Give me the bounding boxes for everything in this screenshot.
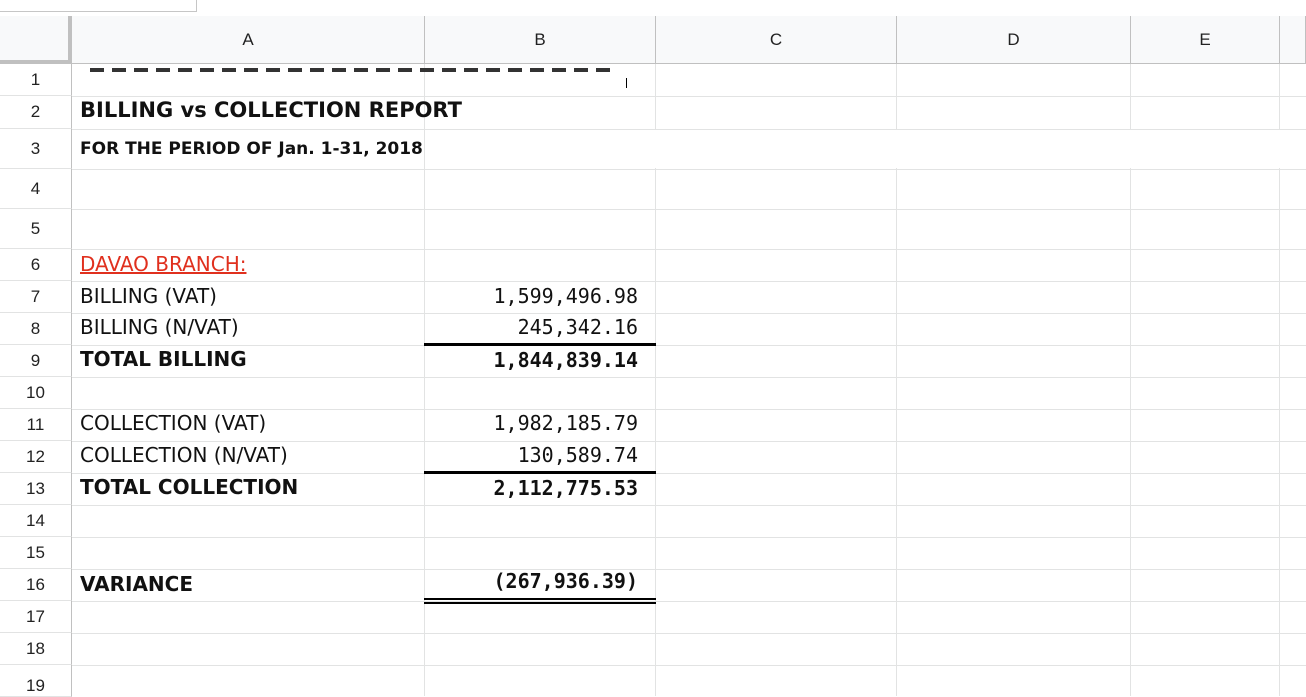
column-header-a[interactable]: A bbox=[72, 16, 425, 64]
row-header-7[interactable]: 7 bbox=[0, 281, 72, 313]
branch-heading: DAVAO BRANCH: bbox=[80, 252, 247, 276]
total-billing-label: TOTAL BILLING bbox=[80, 347, 247, 371]
row-header-13[interactable]: 13 bbox=[0, 473, 72, 505]
row-header-10[interactable]: 10 bbox=[0, 377, 72, 409]
row-header-16[interactable]: 16 bbox=[0, 569, 72, 601]
total-billing-rule bbox=[424, 343, 656, 346]
billing-vat-label: BILLING (VAT) bbox=[80, 284, 217, 308]
column-header-d[interactable]: D bbox=[897, 16, 1131, 64]
total-billing-value: 1,844,839.14 bbox=[493, 348, 638, 372]
row-header-9[interactable]: 9 bbox=[0, 345, 72, 377]
collection-nvat-label: COLLECTION (N/VAT) bbox=[80, 443, 288, 467]
row-header-14[interactable]: 14 bbox=[0, 505, 72, 537]
billing-vat-value: 1,599,496.98 bbox=[493, 284, 638, 308]
billing-nvat-label: BILLING (N/VAT) bbox=[80, 315, 239, 339]
column-header-b[interactable]: B bbox=[425, 16, 656, 64]
total-collection-label: TOTAL COLLECTION bbox=[80, 475, 299, 499]
report-period: FOR THE PERIOD OF Jan. 1-31, 2018 bbox=[80, 139, 423, 159]
row-header-2[interactable]: 2 bbox=[0, 96, 72, 129]
variance-value: (267,936.39) bbox=[493, 569, 638, 593]
variance-label: VARIANCE bbox=[80, 572, 193, 596]
company-name-clipped bbox=[80, 68, 628, 82]
variance-double-rule-top bbox=[424, 598, 656, 600]
column-header-f[interactable] bbox=[1280, 16, 1306, 64]
variance-double-rule-bottom bbox=[424, 602, 656, 604]
report-title: BILLING vs COLLECTION REPORT bbox=[80, 98, 462, 122]
row-header-12[interactable]: 12 bbox=[0, 441, 72, 473]
collection-nvat-value: 130,589.74 bbox=[517, 443, 638, 467]
row-header-6[interactable]: 6 bbox=[0, 249, 72, 281]
row-header-19[interactable]: 19 bbox=[0, 665, 72, 697]
row-header-17[interactable]: 17 bbox=[0, 601, 72, 633]
row-header-4[interactable]: 4 bbox=[0, 169, 72, 209]
row-header-5[interactable]: 5 bbox=[0, 209, 72, 249]
row-header-11[interactable]: 11 bbox=[0, 409, 72, 441]
row-header-8[interactable]: 8 bbox=[0, 313, 72, 345]
total-collection-value: 2,112,775.53 bbox=[493, 476, 638, 500]
column-header-c[interactable]: C bbox=[656, 16, 897, 64]
collection-vat-label: COLLECTION (VAT) bbox=[80, 411, 267, 435]
toolbar-underline bbox=[0, 11, 196, 12]
row-header-18[interactable]: 18 bbox=[0, 633, 72, 665]
column-header-e[interactable]: E bbox=[1131, 16, 1280, 64]
total-collection-rule bbox=[424, 471, 656, 474]
billing-nvat-value: 245,342.16 bbox=[517, 315, 638, 339]
toolbar-divider bbox=[196, 0, 197, 12]
row-header-1[interactable]: 1 bbox=[0, 64, 72, 96]
select-all-corner[interactable] bbox=[0, 16, 72, 64]
toolbar-strip bbox=[0, 0, 1306, 17]
row-header-3[interactable]: 3 bbox=[0, 129, 72, 169]
collection-vat-value: 1,982,185.79 bbox=[493, 411, 638, 435]
row-header-15[interactable]: 15 bbox=[0, 537, 72, 569]
